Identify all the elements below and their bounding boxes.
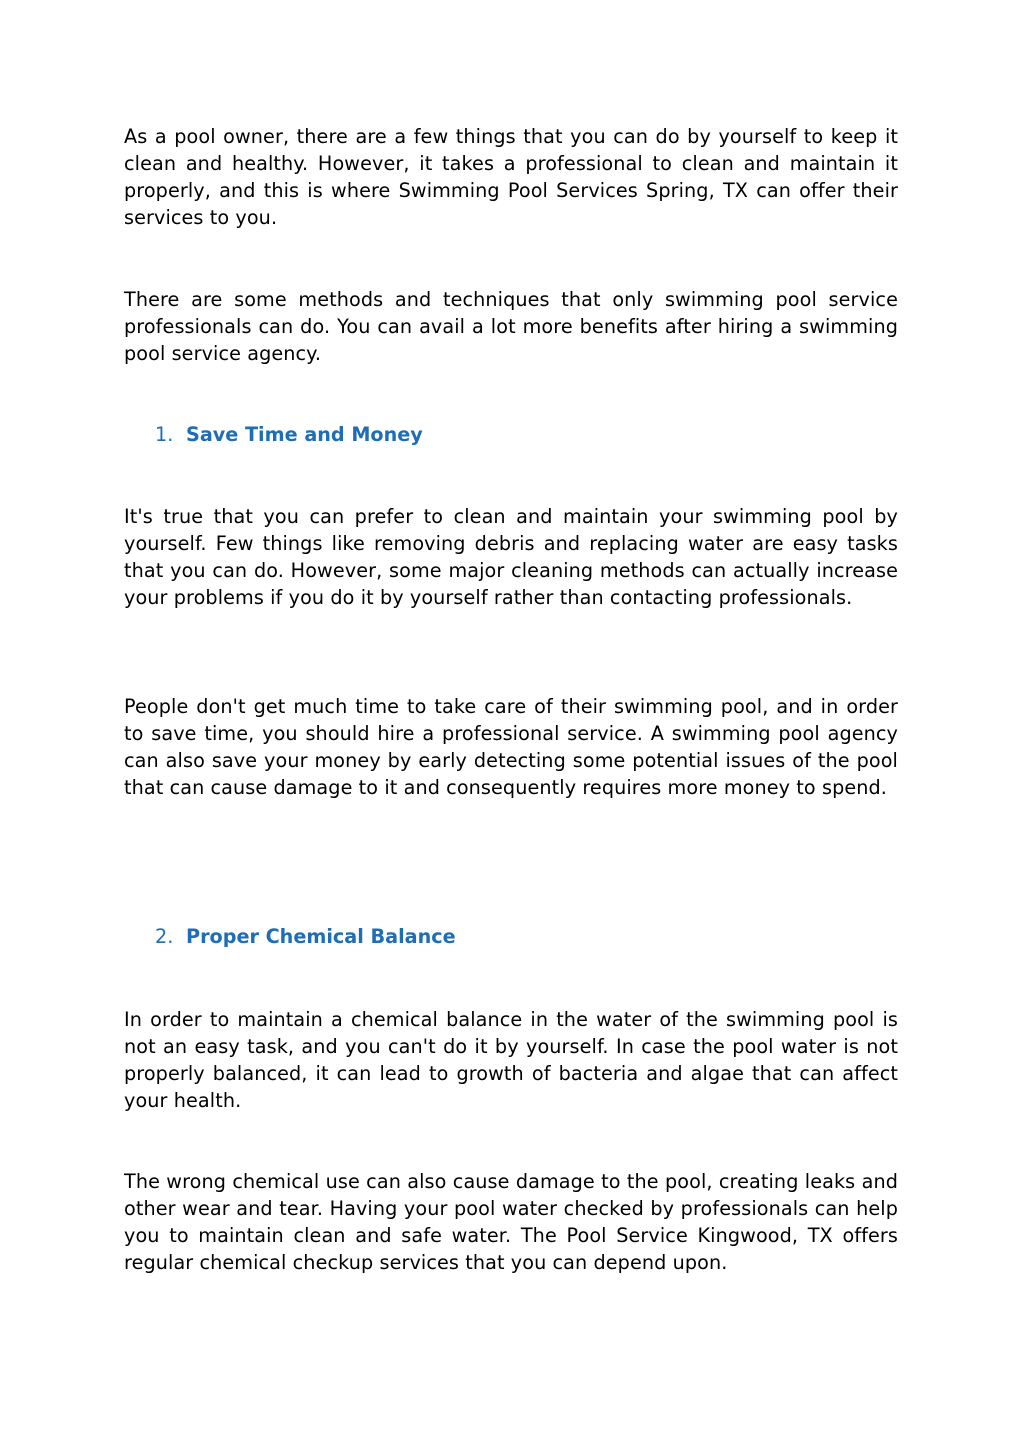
- section-heading-chemical-balance: [155, 923, 456, 950]
- section-heading-save-time: [155, 421, 423, 448]
- heading-number: 2.: [155, 925, 174, 948]
- save-time-paragraph: People don't get much time to take care of their swimming pool, and in order to save time, you should hire a professional service. A swimming pool agency can also save your money by early detecting some potential issues of the pool that can cause damage to it and consequently requires more money to spend.: [124, 695, 898, 799]
- wrong-chemical-paragraph: The wrong chemical use can also cause damage to the pool, creating leaks and other wear and tear. Having your pool water checked by professionals can help you to maintain clean and safe water. The Pool Service Kingwood, TX offers regular chemical checkup services that you can depend upon.: [124, 1170, 898, 1274]
- chemical-paragraph: In order to maintain a chemical balance in the water of the swimming pool is not an easy task, and you can't do it by yourself. In case the pool water is not properly balanced, it can lead to growth of bacteria and algae that can affect your health.: [124, 1008, 898, 1112]
- heading-title: Save Time and Money: [186, 423, 423, 446]
- heading-title: Proper Chemical Balance: [186, 925, 456, 948]
- heading-number: 1.: [155, 423, 174, 446]
- intro-paragraph: As a pool owner, there are a few things that you can do by yourself to keep it clean and healthy. However, it takes a professional to clean and maintain it properly, and this is where Swimming Pool Services Spring, TX can offer their services to you.: [124, 125, 898, 229]
- diy-paragraph: It's true that you can prefer to clean and maintain your swimming pool by yourself. Few things like removing debris and replacing water are easy tasks that you can do. However, some major cleaning methods can actually increase your problems if you do it by yourself rather than contacting professionals.: [124, 505, 898, 609]
- methods-paragraph: There are some methods and techniques that only swimming pool service professionals can do. You can avail a lot more benefits after hiring a swimming pool service agency.: [124, 288, 898, 365]
